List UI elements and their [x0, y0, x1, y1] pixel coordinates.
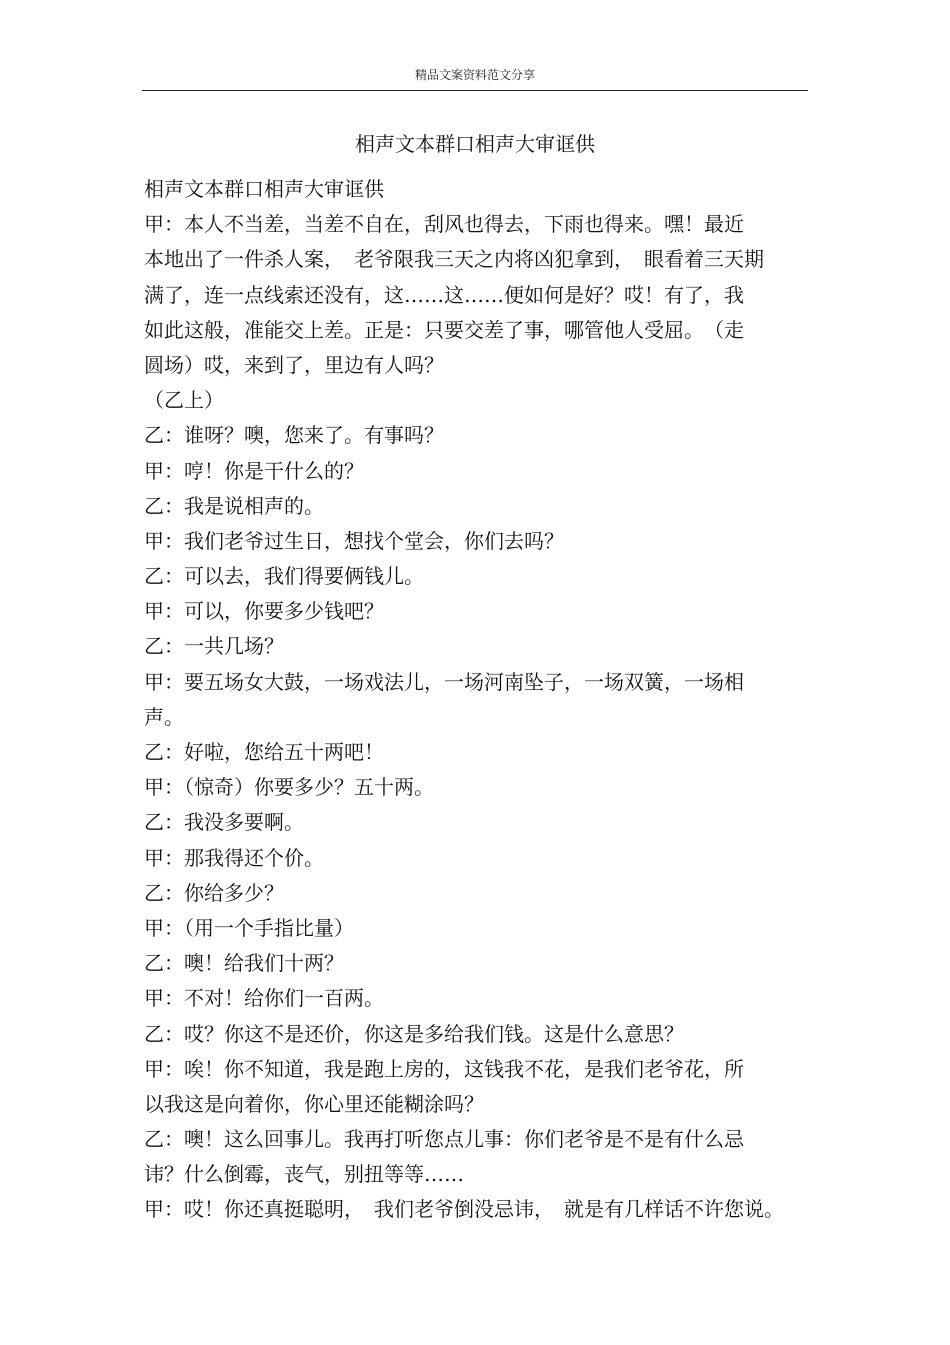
- text-line: 甲：哼！你是干什么的？: [144, 458, 364, 483]
- text-line: 乙：谁呀？噢，您来了。有事吗？: [144, 423, 444, 448]
- text-line: 甲：哎！你还真挺聪明， 我们老爷倒没忌讳， 就是有几样话不许您说。: [144, 1197, 784, 1222]
- text-line: 乙：一共几场？: [144, 634, 284, 659]
- text-line: 甲：本人不当差，当差不自在，刮风也得去，下雨也得来。嘿！最近: [144, 212, 744, 237]
- text-line: 乙：可以去，我们得要俩钱儿。: [144, 564, 424, 589]
- text-line: 声。: [144, 704, 184, 729]
- page-header: 精品文案资料范文分享: [414, 68, 535, 82]
- text-line: 讳？什么倒霉，丧气，别扭等等……: [144, 1162, 464, 1187]
- text-line: （乙上）: [144, 388, 224, 413]
- text-line: 乙：噢！这么回事儿。我再打听您点儿事：你们老爷是不是有什么忌: [144, 1127, 744, 1152]
- text-line: 本地出了一件杀人案， 老爷限我三天之内将凶犯拿到， 眼看着三天期: [144, 247, 764, 272]
- text-line: 甲：我们老爷过生日，想找个堂会，你们去吗？: [144, 528, 564, 553]
- text-line: 乙：哎？你这不是还价，你这是多给我们钱。这是什么意思？: [144, 1021, 684, 1046]
- text-line: 甲：（用一个手指比量）: [144, 915, 354, 940]
- text-line: 相声文本群口相声大审诓供: [144, 177, 384, 201]
- document-body: [144, 172, 804, 1228]
- text-line: 满了，连一点线索还没有，这……这……便如何是好？哎！有了，我: [144, 282, 744, 307]
- text-line: 乙：我是说相声的。: [144, 493, 324, 518]
- text-line: 乙：好啦，您给五十两吧！: [144, 740, 384, 764]
- header-divider: [142, 90, 808, 91]
- text-line: 甲：唉！你不知道，我是跑上房的，这钱我不花，是我们老爷花，所: [144, 1056, 744, 1081]
- text-line: 甲：那我得还个价。: [144, 845, 324, 870]
- text-line: 以我这是向着你，你心里还能糊涂吗？: [144, 1091, 484, 1116]
- text-line: 乙：噢！给我们十两？: [144, 951, 344, 976]
- text-line: 乙：你给多少？: [144, 880, 284, 905]
- text-line: 甲：要五场女大鼓，一场戏法儿，一场河南坠子，一场双簧，一场相: [144, 669, 744, 694]
- document-title: 相声文本群口相声大审诓供: [355, 132, 595, 156]
- text-line: 乙：我没多要啊。: [144, 810, 304, 835]
- text-line: 甲：不对！给你们一百两。: [144, 986, 384, 1011]
- text-line: 甲：可以，你要多少钱吧？: [144, 599, 384, 624]
- text-line: 圆场）哎，来到了，里边有人吗？: [144, 352, 444, 377]
- text-line: 如此这般，准能交上差。正是：只要交差了事，哪管他人受屈。 （走: [144, 317, 744, 342]
- text-line: 甲：（惊奇）你要多少？五十两。: [144, 775, 434, 800]
